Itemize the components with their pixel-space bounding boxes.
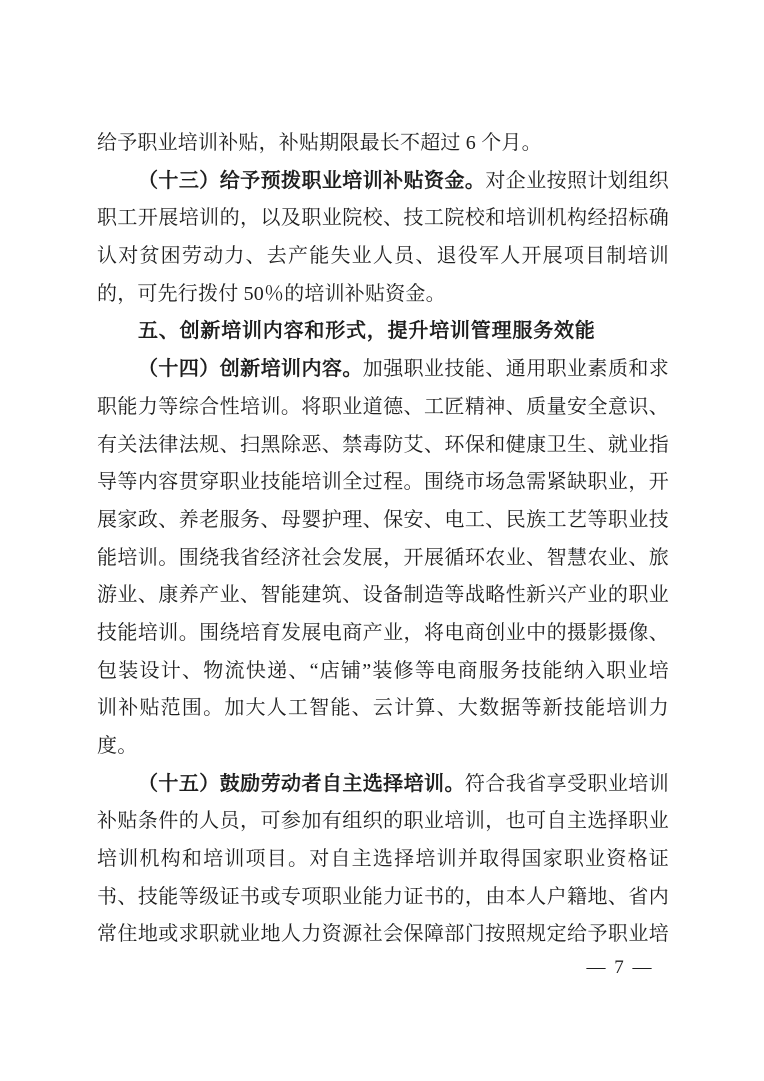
line-text: 职工开展培训的，以及职业院校、技工院校和培训机构经招标确 bbox=[97, 207, 669, 230]
text-line bbox=[97, 540, 669, 578]
line-text: 补贴条件的人员，可参加有组织的职业培训，也可自主选择职业 bbox=[97, 810, 669, 833]
line-text: 游业、康养产业、智能建筑、设备制造等战略性新兴产业的职业 bbox=[97, 584, 669, 607]
line-text: 导等内容贯穿职业技能培训全过程。围绕市场急需紧缺职业，开 bbox=[97, 471, 669, 494]
text-line bbox=[97, 653, 669, 691]
text-line bbox=[97, 351, 669, 389]
line-text: 对企业按照计划组织 bbox=[485, 169, 669, 192]
text-line bbox=[97, 200, 669, 238]
line-text: 常住地或求职就业地人力资源社会保障部门按照规定给予职业培 bbox=[97, 923, 669, 946]
line-text: 展家政、养老服务、母婴护理、保安、电工、民族工艺等职业技 bbox=[97, 508, 669, 531]
line-text: 技能培训。围绕培育发展电商产业，将电商创业中的摄影摄像、 bbox=[97, 621, 669, 644]
line-text: 职能力等综合性培训。将职业道德、工匠精神、质量安全意识、 bbox=[97, 395, 669, 418]
line-text: 有关法律法规、扫黑除恶、禁毒防艾、环保和健康卫生、就业指 bbox=[97, 433, 669, 456]
paragraph-lead: （十五）鼓励劳动者自主选择培训。 bbox=[138, 772, 465, 795]
text-line bbox=[97, 464, 669, 502]
line-text: 给予职业培训补贴，补贴期限最长不超过 6 个月。 bbox=[97, 132, 542, 154]
text-line bbox=[97, 427, 669, 465]
line-text: 的，可先行拨付 50％的培训补贴资金。 bbox=[97, 282, 446, 305]
text-line bbox=[97, 502, 669, 540]
line-text: 培训机构和培训项目。对自主选择培训并取得国家职业资格证 bbox=[97, 848, 669, 871]
text-line bbox=[97, 615, 669, 653]
line-text: 认对贫困劳动力、去产能失业人员、退役军人开展项目制培训 bbox=[97, 245, 669, 268]
line-text: 五、创新培训内容和形式，提升培训管理服务效能 bbox=[138, 320, 596, 343]
text-line bbox=[97, 163, 669, 201]
page-number: — 7 — bbox=[586, 957, 654, 978]
line-text: 加强职业技能、通用职业素质和求 bbox=[362, 358, 670, 381]
text-line bbox=[97, 276, 669, 314]
text-line bbox=[97, 728, 669, 766]
line-text: 包装设计、物流快递、“店铺”装修等电商服务技能纳入职业培 bbox=[97, 659, 669, 682]
text-line bbox=[97, 916, 669, 954]
text-line bbox=[97, 879, 669, 917]
text-line bbox=[97, 577, 669, 615]
line-text: 书、技能等级证书或专项职业能力证书的，由本人户籍地、省内 bbox=[97, 885, 669, 908]
text-block bbox=[97, 125, 669, 954]
line-text: 符合我省享受职业培训 bbox=[464, 772, 670, 795]
text-line bbox=[97, 690, 669, 728]
line-text: 训补贴范围。加大人工智能、云计算、大数据等新技能培训力 bbox=[97, 697, 669, 720]
paragraph-lead: （十四）创新培训内容。 bbox=[138, 358, 363, 381]
text-line bbox=[97, 766, 669, 804]
text-line bbox=[97, 841, 669, 879]
text-line bbox=[97, 313, 669, 351]
line-text: 能培训。围绕我省经济社会发展，开展循环农业、智慧农业、旅 bbox=[97, 546, 669, 569]
text-line bbox=[97, 238, 669, 276]
text-line bbox=[97, 389, 669, 427]
text-line bbox=[97, 125, 669, 163]
paragraph-lead: （十三）给予预拨职业培训补贴资金。 bbox=[138, 169, 486, 192]
text-line bbox=[97, 803, 669, 841]
line-text: 度。 bbox=[97, 735, 138, 757]
